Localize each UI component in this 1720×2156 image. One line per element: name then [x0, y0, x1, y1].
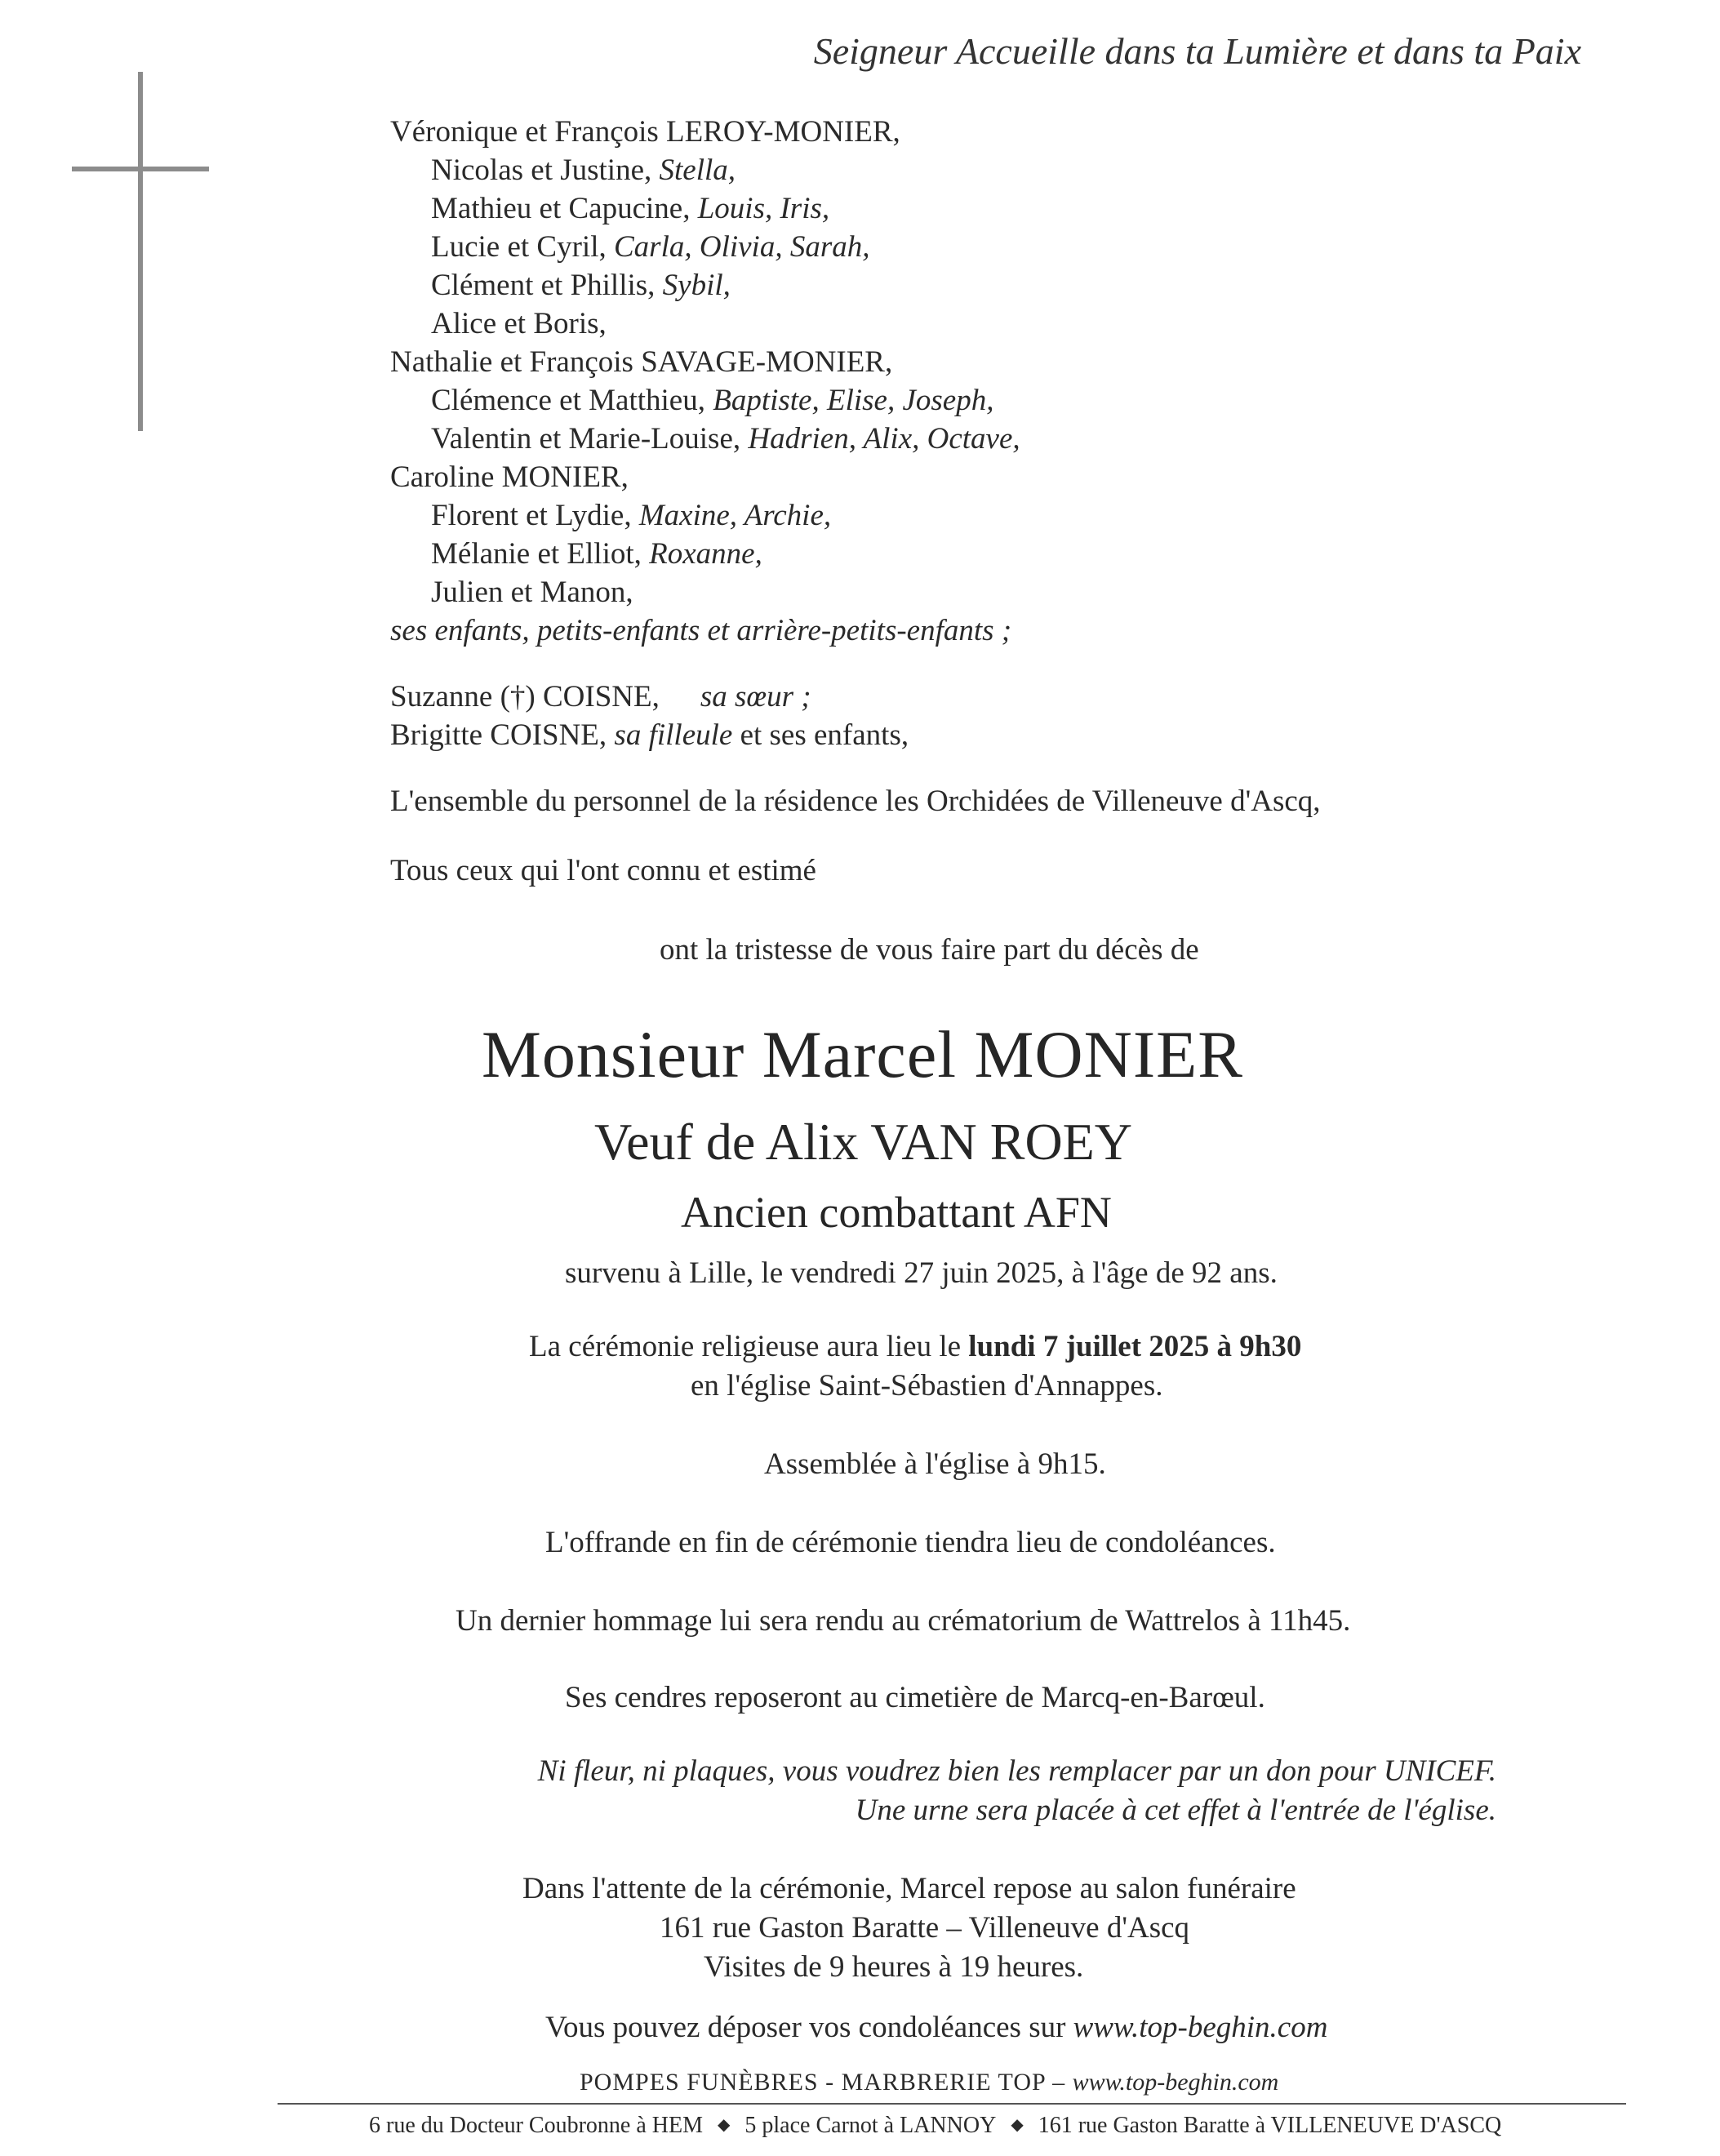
company-line: POMPES FUNÈBRES - MARBRERIE TOP – www.top-beghin.com: [580, 2069, 1279, 2096]
family-line: Nathalie et François SAVAGE-MONIER,: [390, 345, 893, 379]
family-line: Clémence et Matthieu, Baptiste, Elise, Joseph,: [431, 384, 994, 417]
cross-icon-bar: [72, 167, 209, 171]
family-line: Nicolas et Justine, Stella,: [431, 153, 736, 187]
motto: Seigneur Accueille dans ta Lumière et dans ta Paix: [813, 30, 1581, 72]
family-line: Julien et Manon,: [431, 576, 633, 609]
company-link[interactable]: www.top-beghin.com: [1072, 2069, 1279, 2096]
ashes-note: Ses cendres reposeront au cimetière de Marcq-en-Barœul.: [565, 1681, 1265, 1714]
tribute-note: Un dernier hommage lui sera rendu au crématorium de Wattrelos à 11h45.: [456, 1604, 1351, 1638]
family-line: Clément et Phillis, Sybil,: [431, 269, 731, 302]
all-line: Tous ceux qui l'ont connu et estimé: [390, 854, 816, 887]
address-lannoy: 5 place Carnot à LANNOY: [744, 2113, 997, 2138]
condolences-link[interactable]: www.top-beghin.com: [1073, 2011, 1328, 2044]
deceased-title: Ancien combattant AFN: [681, 1188, 1112, 1237]
urn-note: Une urne sera placée à cet effet à l'entrée de l'église.: [855, 1794, 1496, 1827]
ceremony-date: La cérémonie religieuse aura lieu le lundi 7 juillet 2025 à 9h30: [529, 1330, 1302, 1363]
family-line: Caroline MONIER,: [390, 460, 629, 494]
announcement: ont la tristesse de vous faire part du décès de: [660, 933, 1199, 967]
family-line: Véronique et François LEROY-MONIER,: [390, 115, 900, 149]
family-line: Mathieu et Capucine, Louis, Iris,: [431, 192, 830, 225]
family-summary: ses enfants, petits-enfants et arrière-petits-enfants ;: [390, 614, 1012, 647]
deceased-widow: Veuf de Alix VAN ROEY: [594, 1113, 1132, 1171]
address-hem: 6 rue du Docteur Coubronne à HEM: [369, 2113, 704, 2138]
wake-hours: Visites de 9 heures à 19 heures.: [704, 1950, 1084, 1984]
staff-line: L'ensemble du personnel de la résidence les Orchidées de Villeneuve d'Ascq,: [390, 785, 1321, 818]
footer-divider: [278, 2103, 1626, 2105]
family-list: [390, 113, 1321, 890]
death-details: survenu à Lille, le vendredi 27 juin 2025, à l'âge de 92 ans.: [565, 1256, 1278, 1290]
family-line: Lucie et Cyril, Carla, Olivia, Sarah,: [431, 230, 870, 264]
footer-addresses: [369, 2113, 1501, 2139]
wake-address: 161 rue Gaston Baratte – Villeneuve d'Ascq: [660, 1911, 1190, 1945]
family-line: Alice et Boris,: [431, 307, 607, 340]
sister-line: Suzanne (†) COISNE, sa sœur ;: [390, 680, 811, 713]
offering-note: L'offrande en fin de cérémonie tiendra lieu de condoléances.: [545, 1526, 1276, 1559]
family-line: Florent et Lydie, Maxine, Archie,: [431, 499, 832, 532]
cross-icon: [138, 72, 143, 431]
diamond-icon: ◆: [1011, 2116, 1024, 2134]
family-line: Mélanie et Elliot, Roxanne,: [431, 537, 762, 571]
wake-intro: Dans l'attente de la cérémonie, Marcel repose au salon funéraire: [522, 1872, 1296, 1905]
condolences-line: Vous pouvez déposer vos condoléances sur www.top-beghin.com: [545, 2011, 1328, 2044]
flowers-note: Ni fleur, ni plaques, vous voudrez bien les remplacer par un don pour UNICEF.: [537, 1754, 1496, 1788]
address-villeneuve: 161 rue Gaston Baratte à VILLENEUVE D'ASCQ: [1038, 2113, 1502, 2138]
ceremony-place: en l'église Saint-Sébastien d'Annappes.: [691, 1369, 1163, 1403]
assembly-time: Assemblée à l'église à 9h15.: [764, 1447, 1106, 1481]
diamond-icon: ◆: [718, 2116, 731, 2134]
deceased-name: Monsieur Marcel MONIER: [482, 1017, 1243, 1091]
family-line: Valentin et Marie-Louise, Hadrien, Alix, Octave,: [431, 422, 1020, 456]
goddaughter-line: Brigitte COISNE, sa filleule et ses enfants,: [390, 718, 909, 752]
